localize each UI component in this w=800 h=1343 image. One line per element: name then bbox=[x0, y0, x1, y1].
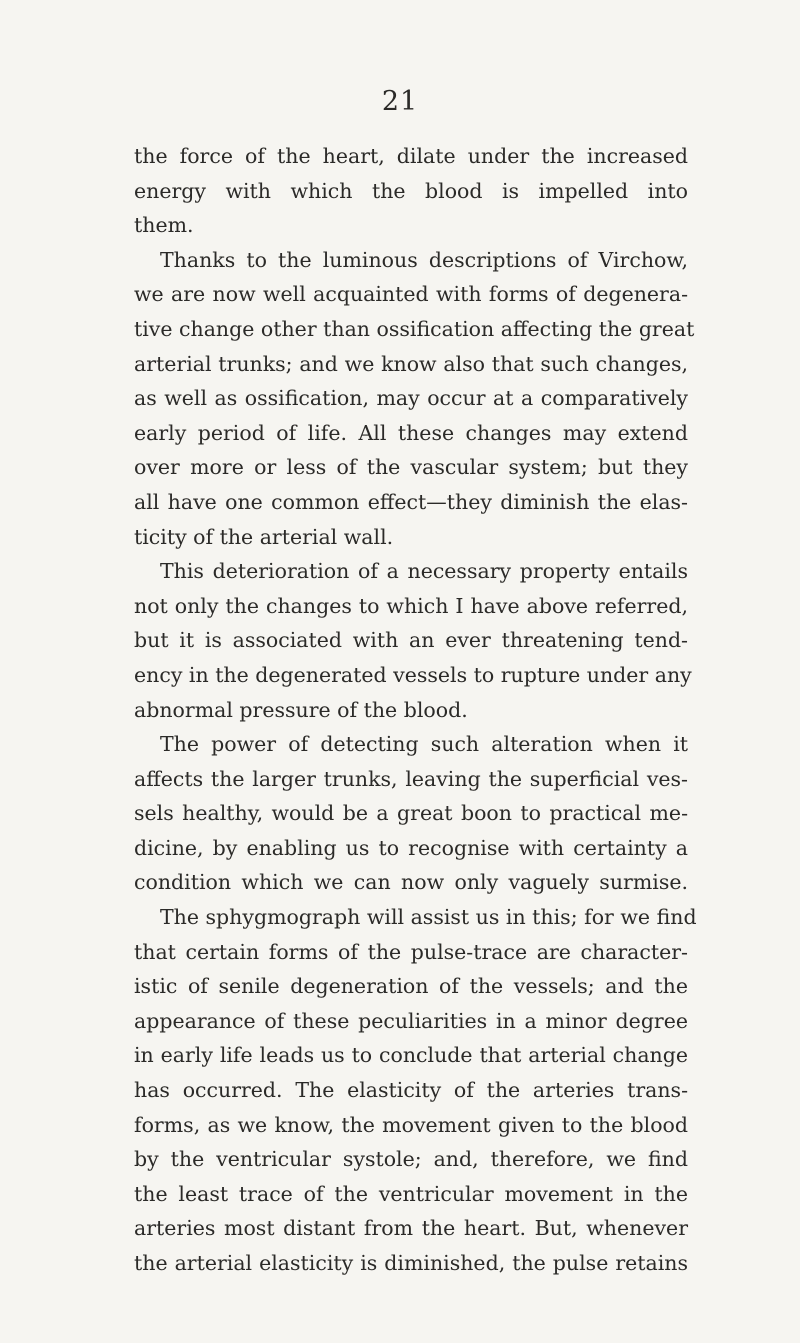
text-line: dicine, by enabling us to recognise with certainty a bbox=[134, 835, 688, 860]
text-line: early period of life. All these changes may extend bbox=[134, 420, 688, 445]
text-line: ency in the degenerated vessels to rupture under any bbox=[134, 662, 692, 687]
text-line: that certain forms of the pulse-trace are character- bbox=[134, 939, 688, 964]
text-line: over more or less of the vascular system; but they bbox=[134, 455, 688, 480]
text-line: in early life leads us to conclude that arterial change bbox=[134, 1043, 688, 1068]
text-line: by the ventricular systole; and, therefore, we find bbox=[134, 1147, 688, 1172]
text-line: This deterioration of a necessary property entails bbox=[160, 559, 688, 584]
text-line: the force of the heart, dilate under the increased bbox=[134, 144, 688, 168]
text-line: The power of detecting such alteration when it bbox=[160, 732, 688, 757]
text-line: istic of senile degeneration of the vessels; and the bbox=[134, 974, 688, 999]
text-line: tive change other than ossification affecting the great bbox=[134, 316, 695, 341]
text-line: them. bbox=[134, 213, 194, 238]
text-line: condition which we can now only vaguely surmise. bbox=[134, 870, 688, 895]
text-line: not only the changes to which I have above referred, bbox=[134, 593, 688, 618]
text-line: arteries most distant from the heart. But, whenever bbox=[134, 1216, 688, 1241]
text-line: all have one common effect—they diminish the elas- bbox=[134, 489, 688, 514]
text-line: sels healthy, would be a great boon to practical me- bbox=[134, 801, 688, 826]
text-line: as well as ossification, may occur at a comparatively bbox=[134, 386, 688, 411]
text-line: abnormal pressure of the blood. bbox=[134, 697, 468, 722]
text-line: forms, as we know, the movement given to the blood bbox=[134, 1112, 688, 1137]
text-line: but it is associated with an ever threatening tend- bbox=[134, 628, 688, 653]
text-line: affects the larger trunks, leaving the superficial ves- bbox=[134, 766, 688, 791]
text-line: The sphygmograph will assist us in this; for we find bbox=[160, 905, 697, 930]
text-line: ticity of the arterial wall. bbox=[134, 524, 394, 549]
text-line: appearance of these peculiarities in a minor degree bbox=[134, 1008, 688, 1033]
body-text bbox=[134, 139, 697, 1281]
text-line: we are now well acquainted with forms of degenera- bbox=[134, 282, 688, 307]
page-number: 21 bbox=[381, 86, 419, 117]
text-line: the arterial elasticity is diminished, the pulse retains bbox=[134, 1251, 688, 1275]
text-line: the least trace of the ventricular movement in the bbox=[134, 1181, 688, 1206]
text-line: has occurred. The elasticity of the arteries trans- bbox=[134, 1078, 688, 1103]
text-line: Thanks to the luminous descriptions of Virchow, bbox=[160, 247, 688, 272]
text-line: energy with which the blood is impelled into bbox=[134, 178, 688, 203]
text-line: arterial trunks; and we know also that such changes, bbox=[134, 351, 688, 376]
